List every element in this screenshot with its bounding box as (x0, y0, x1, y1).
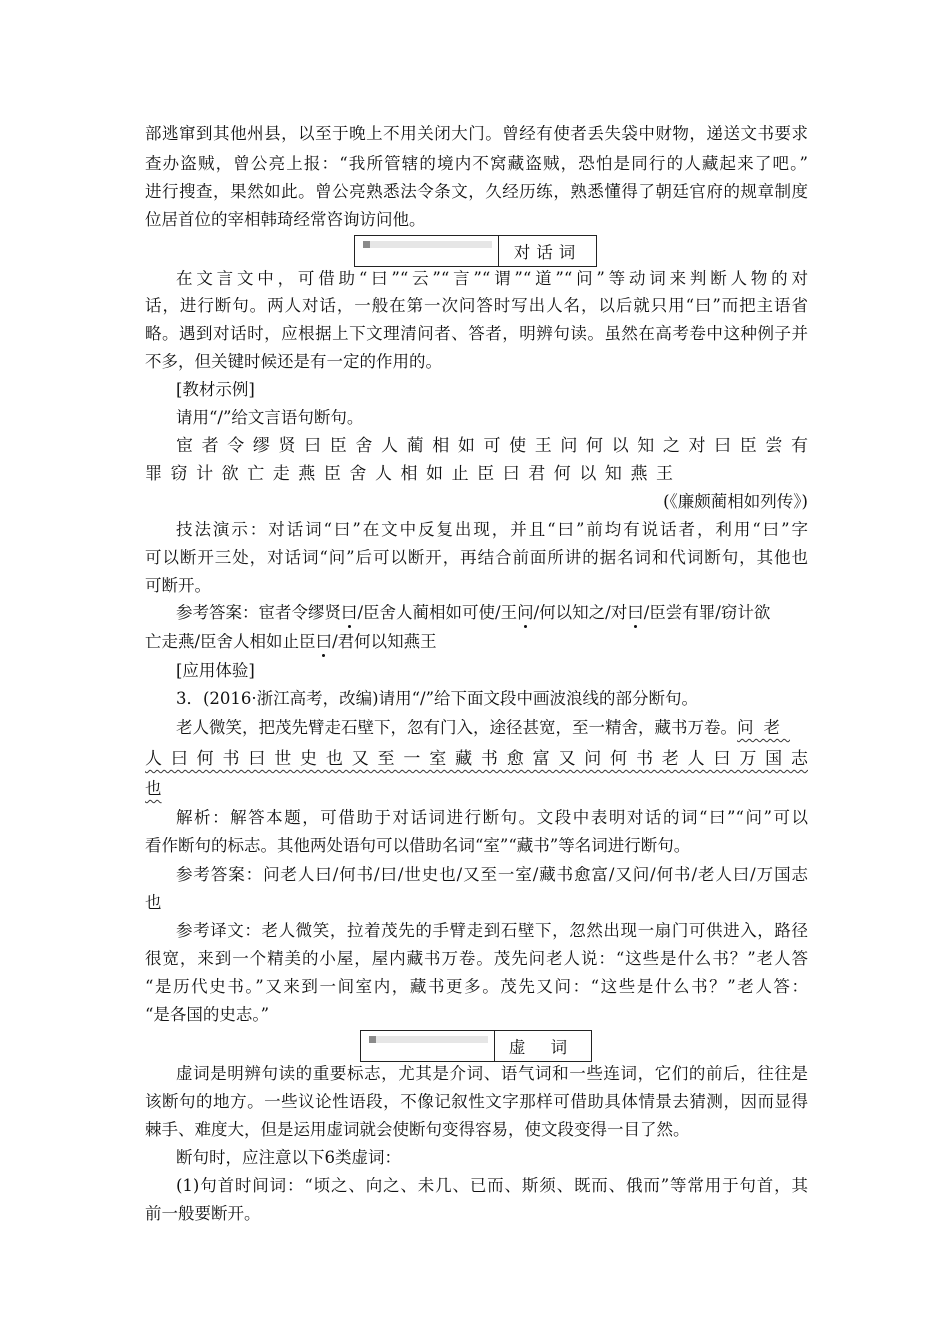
text-line: 前一般要断开。 (145, 1204, 261, 1223)
text-line: 略。遇到对话时，应根据上下文理清问者、答者，明辨句读。虽然在高考卷中这种例子并 (145, 324, 808, 343)
section-heading-box (354, 235, 597, 267)
text-line: 参考译文：老人微笑，拉着茂先的手臂走到石壁下，忽然出现一扇门可供进入，路径 (176, 921, 808, 940)
emphasis-char: 曰 (341, 603, 358, 622)
text-line: 很宽，来到一个精美的小屋，屋内藏书万卷。茂先问老人说：“这些是什么书？”老人答 (145, 949, 808, 968)
wavy-text: 问老 (737, 718, 790, 737)
text-line: 该断句的地方。一些议论性语段，不像记叙性文字那样可借助具体情景去猜测，因而显得 (145, 1092, 808, 1111)
instruction: 请用“/”给文言语句断句。 (176, 408, 364, 427)
text-line: 看作断句的标志。其他两处语句可以借助名词“室”“藏书”等名词进行断句。 (145, 836, 691, 855)
heading-decoration (355, 236, 499, 266)
text-line: 位居首位的宰相韩琦经常咨询访问他。 (145, 210, 426, 229)
wavy-text: 人曰何书曰世史也又至一室藏书愈富又问何书老人曰万国志 (145, 749, 808, 769)
text-line: “是历代史书。”又来到一间室内，藏书更多。茂先又问：“这些是什么书？”老人答： (145, 977, 808, 996)
emphasis-char: 问 (517, 603, 534, 622)
text-line: 部逃窜到其他州县，以至于晚上不用关闭大门。曾经有使者丢失袋中财物，递送文书要求 (145, 124, 808, 143)
example-text-line: 罪窃计欲亡走燕臣舍人相如止臣曰君何以知燕王 (145, 464, 673, 484)
emphasis-char: 曰 (315, 632, 333, 651)
answer-line: 亡走燕/臣舍人相如止臣曰/君何以知燕王 (145, 632, 437, 651)
text-line: 可断开。 (145, 576, 211, 595)
text-line: 技法演示：对话词“曰”在文中反复出现，并且“曰”前均有说话者，利用“曰”字 (176, 520, 808, 539)
text-line: 解析：解答本题，可借助于对话词进行断句。文段中表明对话的词“曰”“问”可以 (176, 808, 808, 827)
answer-line: 参考答案：问老人曰/何书/曰/世史也/又至一室/藏书愈富/又问/何书/老人曰/万国志 (176, 865, 808, 884)
section-title: 虚 词 (508, 1038, 578, 1057)
text-line: 可以断开三处，对话词“问”后可以断开，再结合前面所讲的据名词和代词断句，其他也 (145, 548, 808, 567)
label-apply: [应用体验] (176, 661, 255, 680)
example-text-line: 宦者令缪贤曰臣舍人蔺相如可使王问何以知之对曰臣尝有 (176, 436, 808, 456)
text-line: 虚词是明辨句读的重要标志，尤其是介词、语气词和一些连词，它们的前后，往往是 (176, 1064, 808, 1083)
emphasis-char: 曰 (627, 603, 644, 622)
text-line: 进行搜查，果然如此。曾公亮熟悉法令条文，久经历练，熟悉懂得了朝廷官府的规章制度 (145, 182, 808, 201)
text-line: 话，进行断句。两人对话，一般在第一次问答时写出人名，以后就只用“曰”而把主语省 (145, 296, 808, 315)
text-line: 断句时，应注意以下6类虚词： (176, 1148, 401, 1167)
wavy-text: 也 (145, 779, 162, 798)
text-line: 棘手、难度大，但是运用虚词就会使断句变得容易，使文段变得一目了然。 (145, 1120, 690, 1139)
heading-decoration (361, 1031, 495, 1061)
text-line: 不多，但关键时候还是有一定的作用的。 (145, 352, 442, 371)
label-textbook-example: [教材示例] (176, 380, 255, 399)
question-3: 3．(2016·浙江高考，改编)请用“/”给下面文段中画波浪线的部分断句。 (176, 689, 699, 708)
section-title: 对话词 (513, 243, 582, 262)
example-source: (《廉颇蔺相如列传》) (663, 492, 808, 511)
text-line: “是各国的史志。” (145, 1005, 270, 1024)
section-heading-box (360, 1030, 592, 1062)
answer-line: 也 (145, 893, 162, 912)
text-line: 查办盗贼，曾公亮上报：“我所管辖的境内不窝藏盗贼，恐怕是同行的人藏起来了吧。” (145, 154, 808, 173)
answer-line: 参考答案：宦者令缪贤曰/臣舍人蔺相如可使/王问/何以知之/对曰/臣尝有罪/窃计欲 (176, 603, 771, 622)
text-line: (1)句首时间词：“顷之、向之、未几、已而、斯须、既而、俄而”等常用于句首，其 (176, 1176, 808, 1195)
text-line: 在文言文中，可借助“曰”“云”“言”“谓”“道”“问”等动词来判断人物的对 (176, 269, 808, 288)
question-text-line: 老人微笑，把茂先臂走石壁下，忽有门入，途径甚宽，至一精舍，藏书万卷。问老 (176, 718, 790, 737)
